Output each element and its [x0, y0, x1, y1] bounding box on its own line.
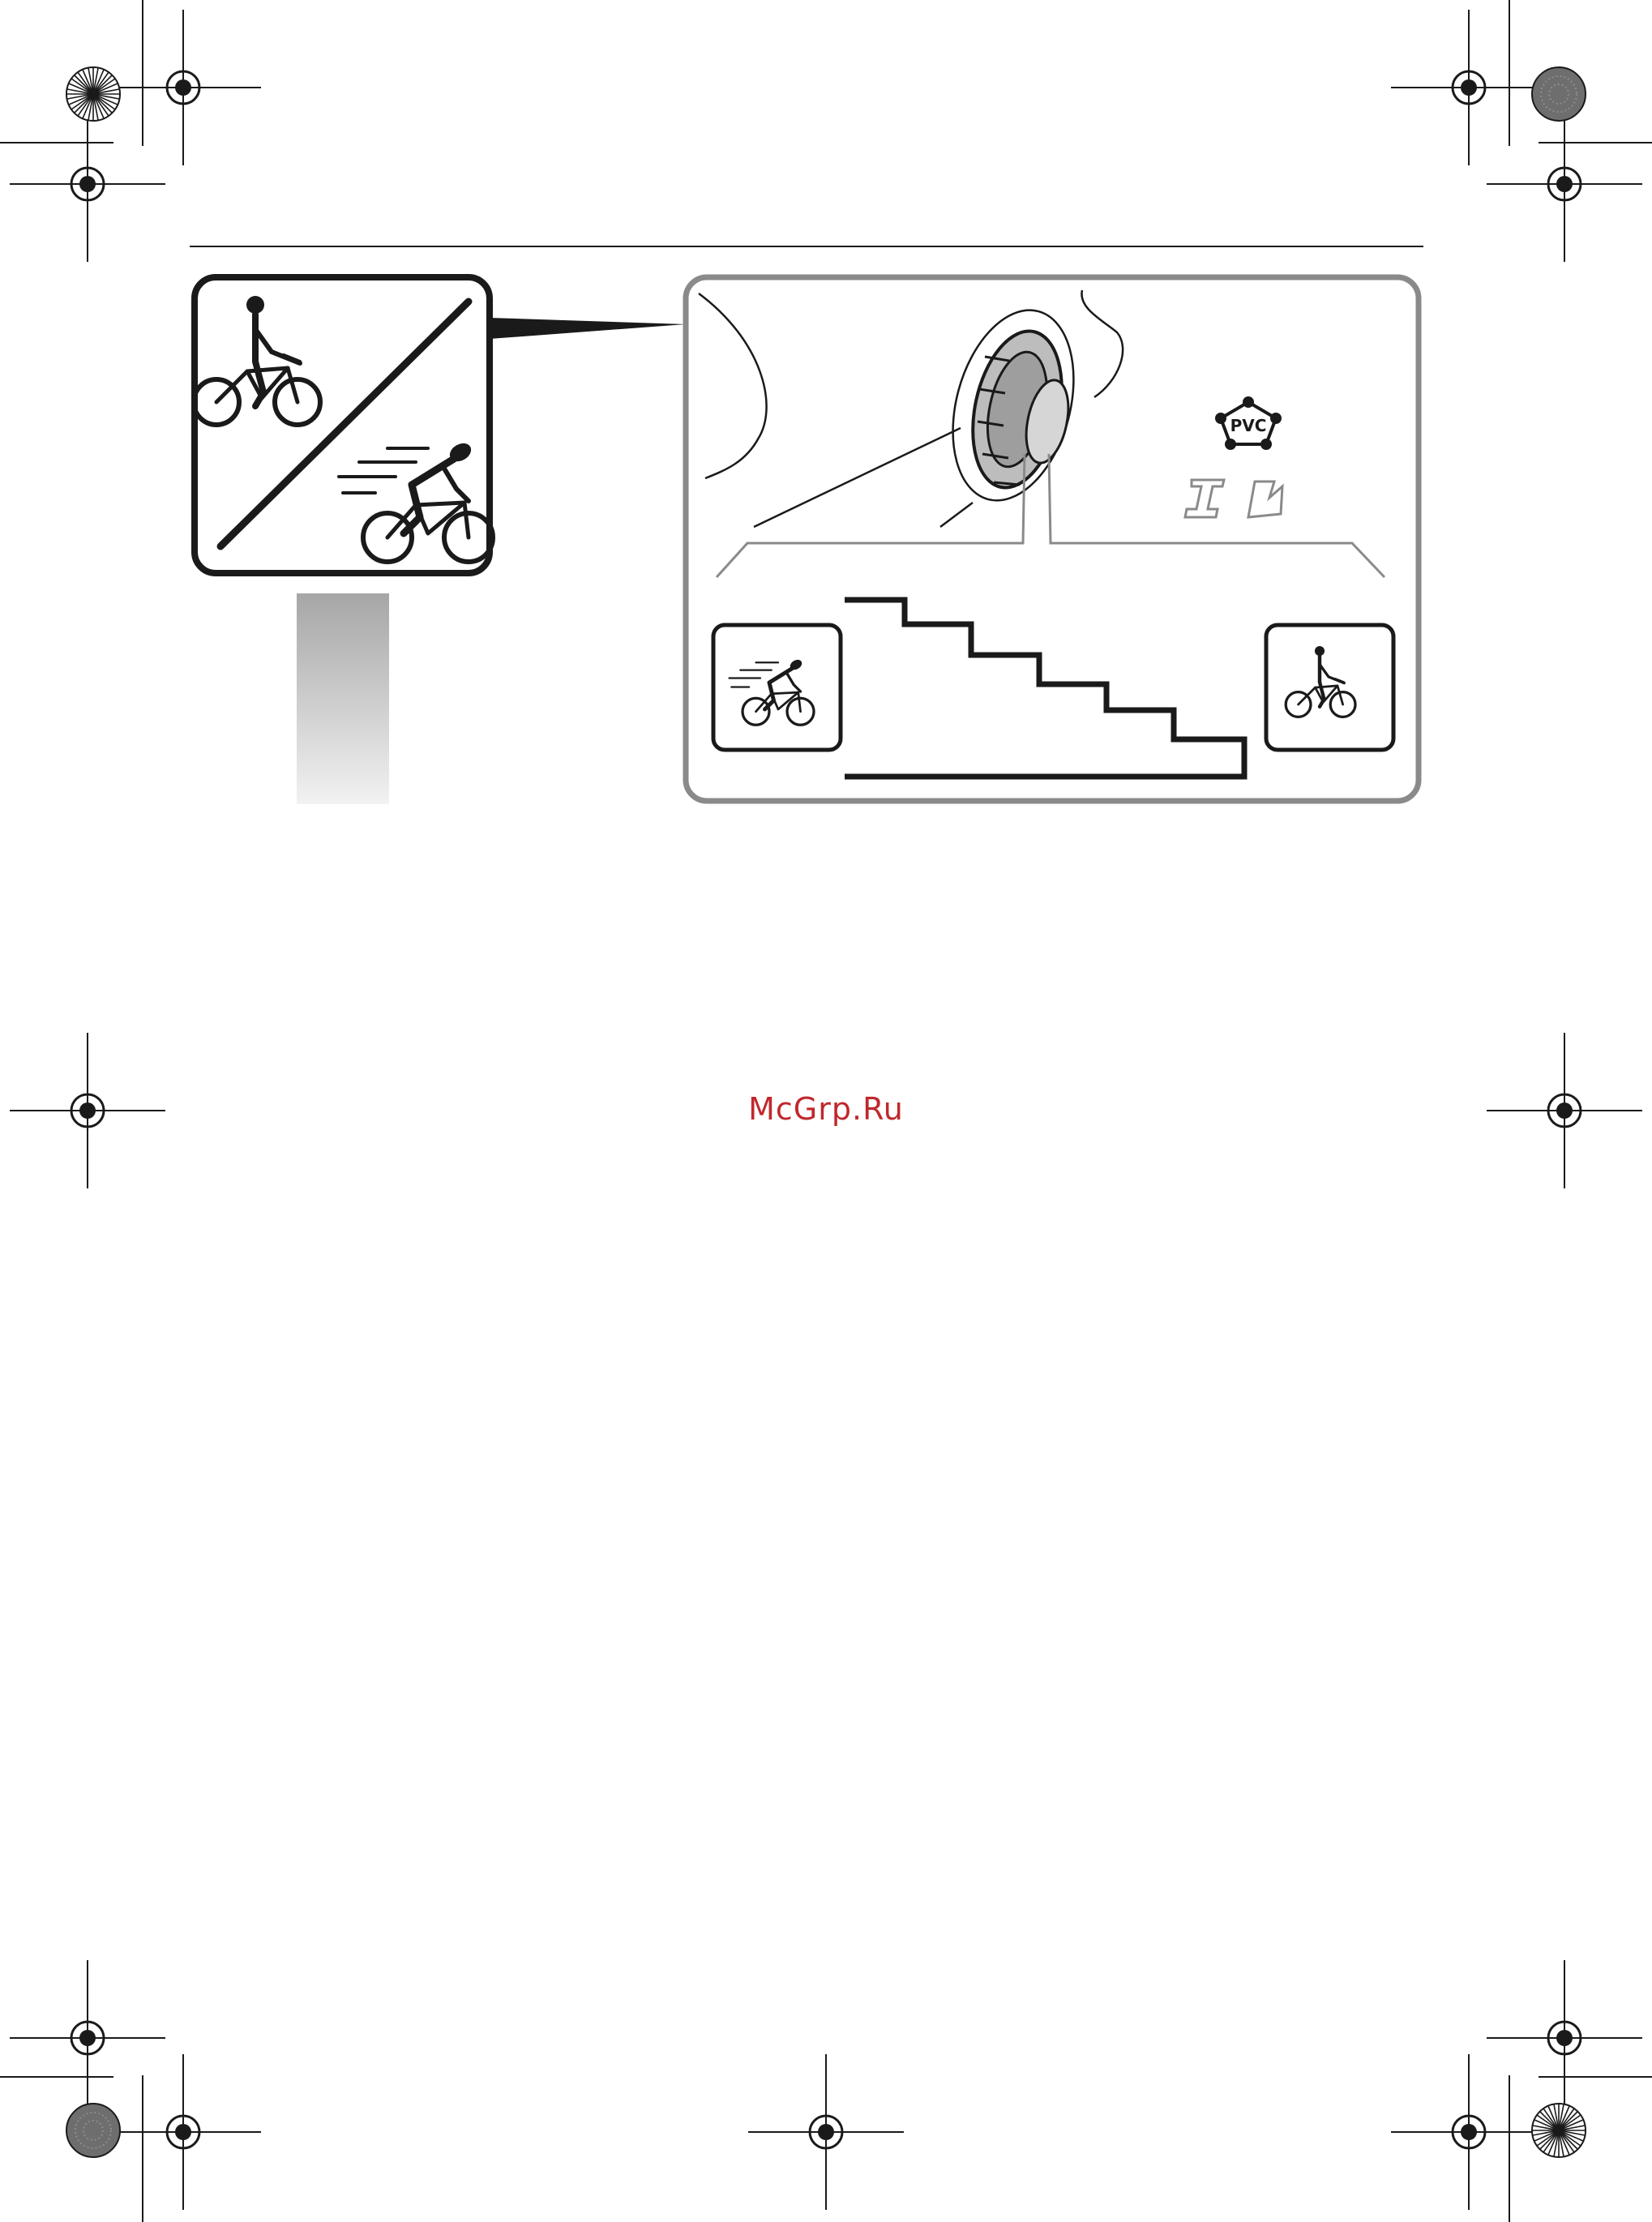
callout-pointer [490, 318, 686, 339]
fast-riding-sign [713, 625, 841, 750]
section-tab-bar [297, 593, 389, 804]
riding-position-sign [194, 277, 493, 573]
adjustment-detail-panel [686, 277, 1419, 801]
upright-riding-sign [1266, 625, 1393, 750]
watermark-text: McGrp.Ru [748, 1091, 904, 1127]
pvc-label: PVC [1230, 416, 1267, 435]
